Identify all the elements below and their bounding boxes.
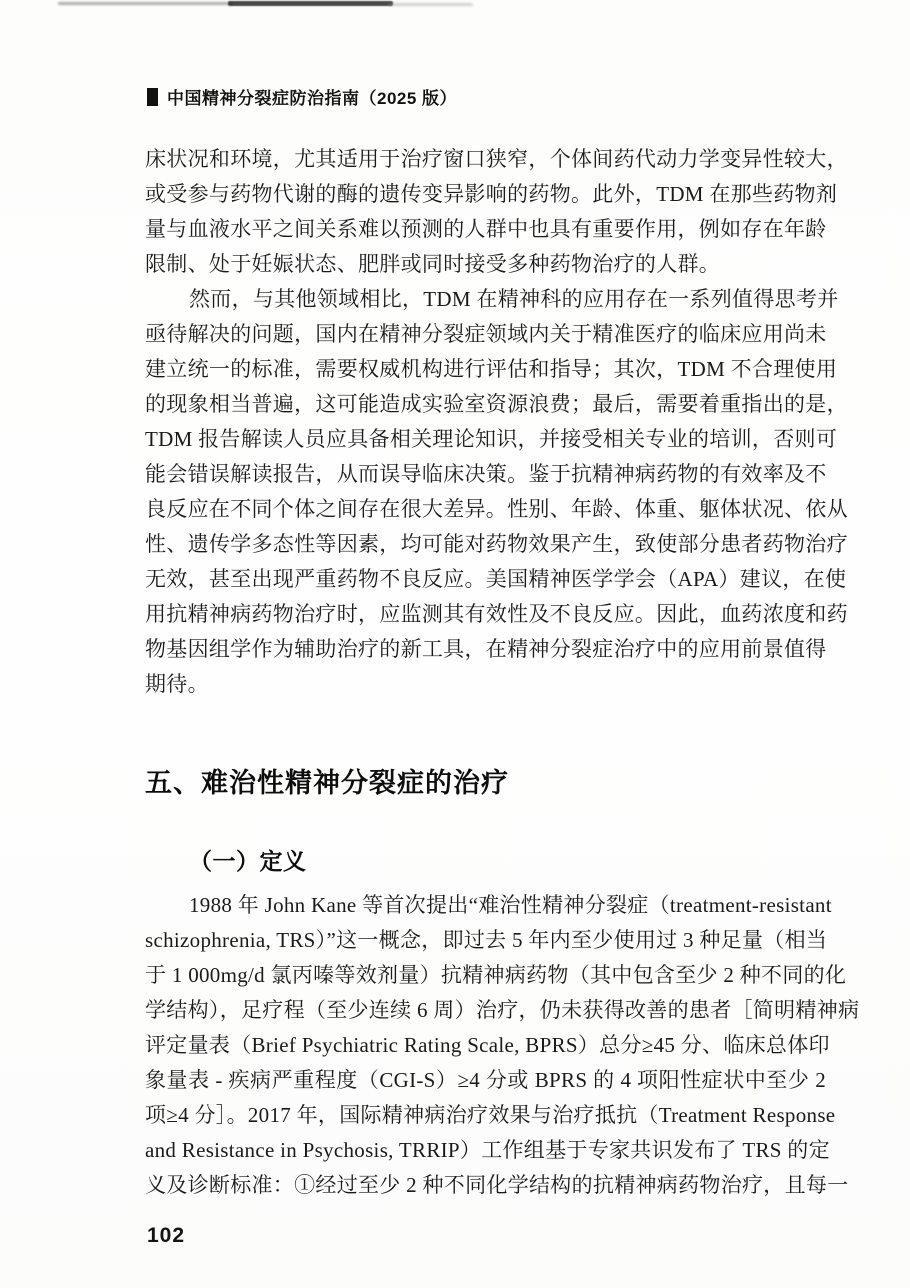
text-line: 然而，与其他领域相比，TDM 在精神科的应用存在一系列值得思考并 [189, 287, 839, 311]
scan-artifact [58, 2, 233, 5]
text-line: 学结构），足疗程（至少连续 6 周）治疗，仍未获得改善的患者［简明精神病 [145, 998, 860, 1022]
text-line: 1988 年 John Kane 等首次提出“难治性精神分裂症（treatment-resistant [189, 893, 832, 917]
text-line: 项≥4 分］。2017 年，国际精神病治疗效果与治疗抵抗（Treatment Response [145, 1103, 836, 1127]
paragraph [145, 142, 848, 282]
text-line: 床状况和环境，尤其适用于治疗窗口狭窄，个体间药代动力学变异性较大， [145, 147, 848, 171]
text-line: 的现象相当普遍，这可能造成实验室资源浪费；最后，需要着重指出的是， [145, 392, 848, 416]
subsection-heading: （一）定义 [189, 848, 307, 874]
text-line: 象量表 - 疾病严重程度（CGI-S）≥4 分或 BPRS 的 4 项阳性症状中至少 2 [145, 1068, 826, 1092]
text-line: 或受参与药物代谢的酶的遗传变异影响的药物。此外，TDM 在那些药物剂 [145, 182, 838, 206]
scan-artifact [388, 3, 473, 6]
text-line: 量与血液水平之间关系难以预测的人群中也具有重要作用，例如存在年龄 [145, 217, 827, 241]
text-line: 建立统一的标准，需要权威机构进行评估和指导；其次，TDM 不合理使用 [145, 357, 838, 381]
text-line: 性、遗传学多态性等因素，均可能对药物效果产生，致使部分患者药物治疗 [145, 532, 848, 556]
scan-artifact [228, 1, 393, 6]
text-line: 良反应在不同个体之间存在很大差异。性别、年龄、体重、躯体状况、依从 [145, 497, 848, 521]
running-head [147, 84, 457, 109]
text-line: 亟待解决的问题，国内在精神分裂症领域内关于精准医疗的临床应用尚未 [145, 322, 827, 346]
text-line: 限制、处于妊娠状态、肥胖或同时接受多种药物治疗的人群。 [145, 252, 721, 276]
paragraph [145, 282, 848, 702]
text-line: TDM 报告解读人员应具备相关理论知识，并接受相关专业的培训，否则可 [145, 427, 838, 451]
text-line: schizophrenia, TRS）”这一概念，即过去 5 年内至少使用过 3 种足量（相当 [145, 928, 828, 952]
text-line: 于 1 000mg/d 氯丙嗪等效剂量）抗精神病药物（其中包含至少 2 种不同的化 [145, 963, 847, 987]
text-line: 物基因组学作为辅助治疗的新工具，在精神分裂症治疗中的应用前景值得 [145, 637, 827, 661]
text-line: 期待。 [145, 672, 209, 696]
running-head-title: 中国精神分裂症防治指南（2025 版） [167, 89, 458, 108]
paragraph [145, 888, 860, 1203]
text-line: 评定量表（Brief Psychiatric Rating Scale, BPRS）总分≥45 分、临床总体印 [145, 1033, 830, 1057]
text-line: and Resistance in Psychosis, TRRIP）工作组基于专家共识发布了 TRS 的定 [145, 1138, 830, 1162]
section-heading: 五、难治性精神分裂症的治疗 [145, 768, 509, 798]
page-number: 102 [147, 1224, 186, 1247]
text-line: 能会错误解读报告，从而误导临床决策。鉴于抗精神病药物的有效率及不 [145, 462, 827, 486]
header-bar-icon [147, 88, 158, 106]
text-line: 无效，甚至出现严重药物不良反应。美国精神医学学会（APA）建议，在使 [145, 567, 847, 591]
text-line: 用抗精神病药物治疗时，应监测其有效性及不良反应。因此，血药浓度和药 [145, 602, 848, 626]
text-line: 义及诊断标准：①经过至少 2 种不同化学结构的抗精神病药物治疗，且每一 [145, 1173, 849, 1197]
document-body [145, 142, 860, 1203]
